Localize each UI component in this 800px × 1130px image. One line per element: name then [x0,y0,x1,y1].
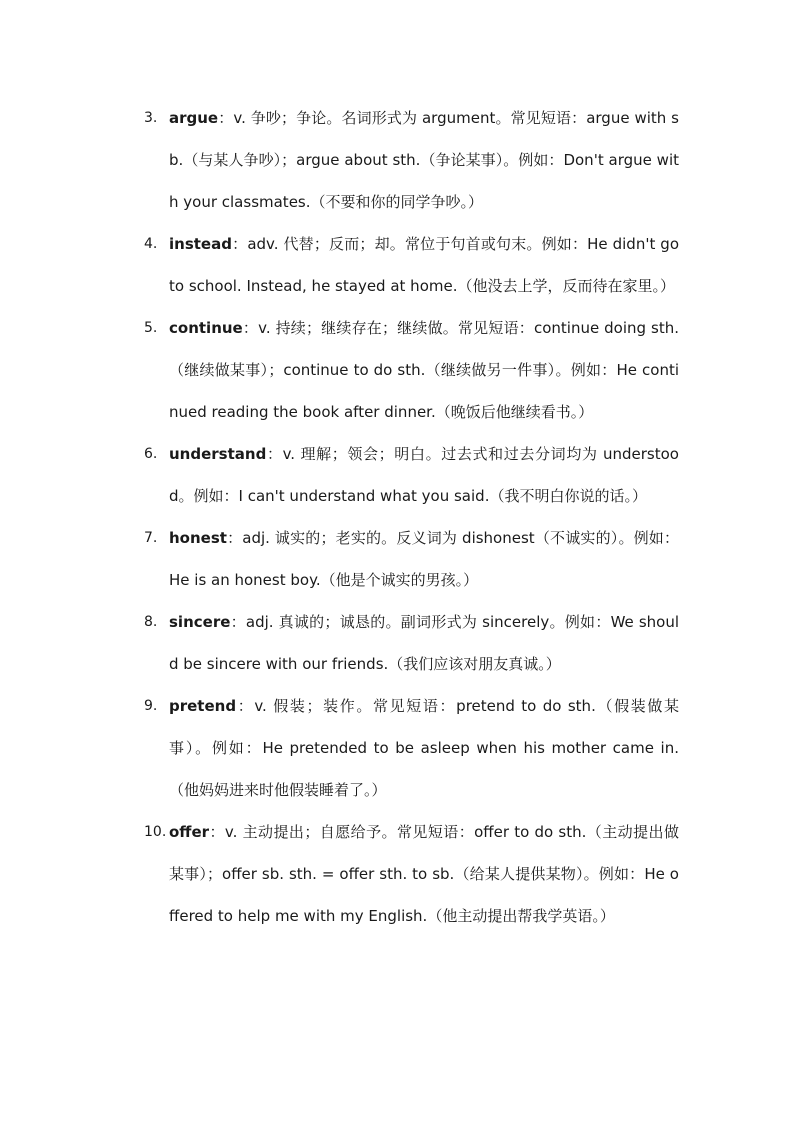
list-item [0,517,800,601]
vocab-word: pretend [169,697,237,715]
vocab-word: sincere [169,613,231,631]
item-body [169,517,679,601]
vocab-word: understand [169,445,267,463]
vocab-definition: ：adj. 真诚的；诚恳的。副词形式为 sincerely。例如：We should be sincere with our friends.（我们应该对朋友真诚。） [169,613,679,673]
item-number: 8. [144,614,158,630]
vocab-word: honest [169,529,227,547]
vocab-definition: ：v. 持续；继续存在；继续做。常见短语：continue doing sth.（继续做某事）；continue to do sth.（继续做另一件事）。例如：He continued reading the book after dinner.（晚饭后他继续看书。） [169,319,679,421]
list-item [0,685,800,811]
item-body [169,811,679,937]
item-number: 6. [144,446,158,462]
vocab-word: instead [169,235,232,253]
vocab-definition: ：v. 争吵；争论。名词形式为 argument。常见短语：argue with sb.（与某人争吵）；argue about sth.（争论某事）。例如：Don't argue with your classmates.（不要和你的同学争吵。） [169,109,679,211]
item-number: 4. [144,236,158,252]
vocab-definition: ：adv. 代替；反而；却。常位于句首或句末。例如：He didn't go to school. Instead, he stayed at home.（他没去上学，反而待在家里。） [169,235,679,295]
list-item [0,601,800,685]
vocabulary-list [0,97,800,937]
item-number: 5. [144,320,158,336]
vocab-word: argue [169,109,219,127]
list-item [0,223,800,307]
vocab-definition: ：v. 理解；领会；明白。过去式和过去分词均为 understood。例如：I can't understand what you said.（我不明白你说的话。） [169,445,679,505]
vocab-definition: ：adj. 诚实的；老实的。反义词为 dishonest（不诚实的）。例如：He is an honest boy.（他是个诚实的男孩。） [169,529,679,589]
vocab-word: continue [169,319,243,337]
item-number: 10. [144,824,167,840]
item-body [169,601,679,685]
item-body [169,685,679,811]
item-number: 3. [144,110,158,126]
list-item [0,307,800,433]
item-body [169,223,679,307]
list-item [0,433,800,517]
item-body [169,97,679,223]
item-number: 9. [144,698,158,714]
vocab-definition: ：v. 主动提出；自愿给予。常见短语：offer to do sth.（主动提出做某事）；offer sb. sth. = offer sth. to sb.（给某人提供某物）。例如：He offered to help me with my English.（他主动提出帮我学英语。） [169,823,679,925]
item-number: 7. [144,530,158,546]
list-item [0,97,800,223]
item-body [169,433,679,517]
item-body [169,307,679,433]
vocab-word: offer [169,823,210,841]
list-item [0,811,800,937]
vocab-definition: ：v. 假装；装作。常见短语：pretend to do sth.（假装做某事）。例如：He pretended to be asleep when his mother came in.（他妈妈进来时他假装睡着了。） [169,697,679,799]
